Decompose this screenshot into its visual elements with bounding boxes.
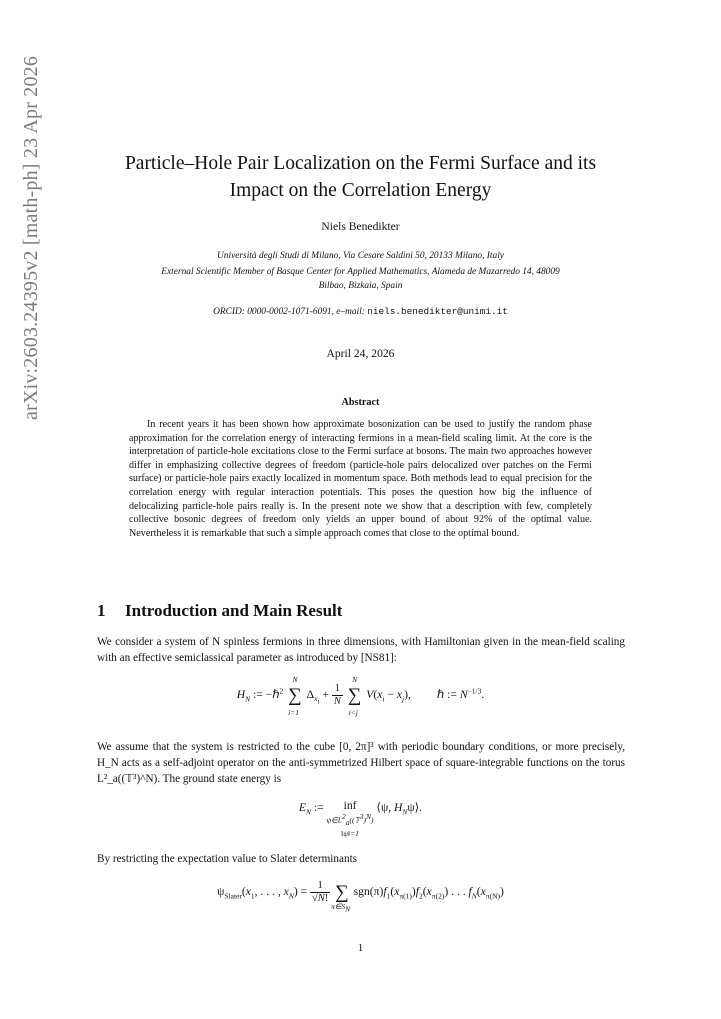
abstract-heading: Abstract [341, 397, 380, 408]
affiliation-line-3: Bilbao, Bizkaia, Spain [318, 281, 403, 291]
intro-paragraph-1: We consider a system of N spinless fermions in three dimensions, with Hamiltonian given in the mean-field scaling with an effective semiclassical parameter as introduced by [NS81]: [97, 636, 625, 664]
abstract-text: In recent years it has been shown how approximate bosonization can be used to justify the random phase approximation for the correlation energy of interacting fermions in a mean-field scaling limit. At the core is the interpretation of particle-hole excitations close to the Fermi surface at bosons. The main two approaches however differ in emphasizing collective degrees of freedom (particle-hole pairs delocalized over patches on the Fermi surface) or particle-hole pairs exactly localized in momentum space. Both methods lead to equal precision for the correlation energy with regular interaction potentials. This poses the question how big the influence of delocalizing particle-hole pairs really is. In the present note we show that a description with few, completely collective bosonic degrees of freedom only yields an upper bound of about 92% of the optimal value. Nevertheless it is remarkable that such a simple approach comes that close to the optimal bound. [129, 419, 592, 539]
affiliation-line-1: Università degli Studi di Milano, Via Cesare Saldini 50, 20133 Milano, Italy [217, 251, 504, 261]
orcid-line [0, 305, 721, 319]
section-heading [97, 601, 342, 621]
paper-title-line-2: Impact on the Correlation Energy [229, 180, 492, 201]
paper-title-line-1: Particle–Hole Pair Localization on the Fermi Surface and its [124, 153, 597, 174]
page-number: 1 [357, 942, 364, 954]
section-number: 1 [97, 601, 106, 620]
arxiv-identifier: arXiv:2603.24395v2 [math-ph] 23 Apr 2026 [20, 55, 42, 420]
slater-determinant-equation: $\psi_{Slater}(x_1$, . . . , $x_N$) = $\frac{1}{√N!}$ ∑ $\pi\in S_N$ $sgn(\pi)f_1(x_{\pi(1)})f_2(x_{\pi(2)})$ . . . $f_N(x_{\pi(N)})$ [217, 880, 504, 914]
email-address[interactable]: niels.benedikter@unimi.it [367, 306, 508, 317]
hamiltonian-equation: $H_N$ := −ℏ$^2$ ∑ N i=1 $\Delta_{x_i}$ + $\frac{1}{N}$ ∑ N i<j $V(x_i - x_j)$, ℏ := $N^{-1/3}$. [236, 674, 485, 717]
ground-state-equation: $E_N$ := inf $\psi\in L^2_a((𝕋^3)^N)$ ‖ψ‖=1 ⟨ψ, $H_N\psi⟩$. [298, 799, 423, 838]
intro-paragraph-2: We assume that the system is restricted to the cube [0, 2π]³ with periodic boundary conditions, or more precisely, H_N acts as a self-adjoint operator on the anti-symmetrized Hilbert space of square-integrable functions on the torus L²_a((𝕋³)^N). The ground state energy is [97, 741, 625, 785]
affiliation-line-2: External Scientific Member of Basque Center for Applied Mathematics, Alameda de Mazarredo 14, 48009 [161, 267, 560, 277]
section-title: Introduction and Main Result [125, 601, 343, 620]
author-name: Niels Benedikter [321, 220, 400, 233]
orcid-text: ORCID: 0000-0002-1071-6091, e–mail: [213, 307, 368, 317]
paper-date: April 24, 2026 [326, 347, 395, 360]
intro-paragraph-3: By restricting the expectation value to Slater determinants [97, 853, 358, 865]
